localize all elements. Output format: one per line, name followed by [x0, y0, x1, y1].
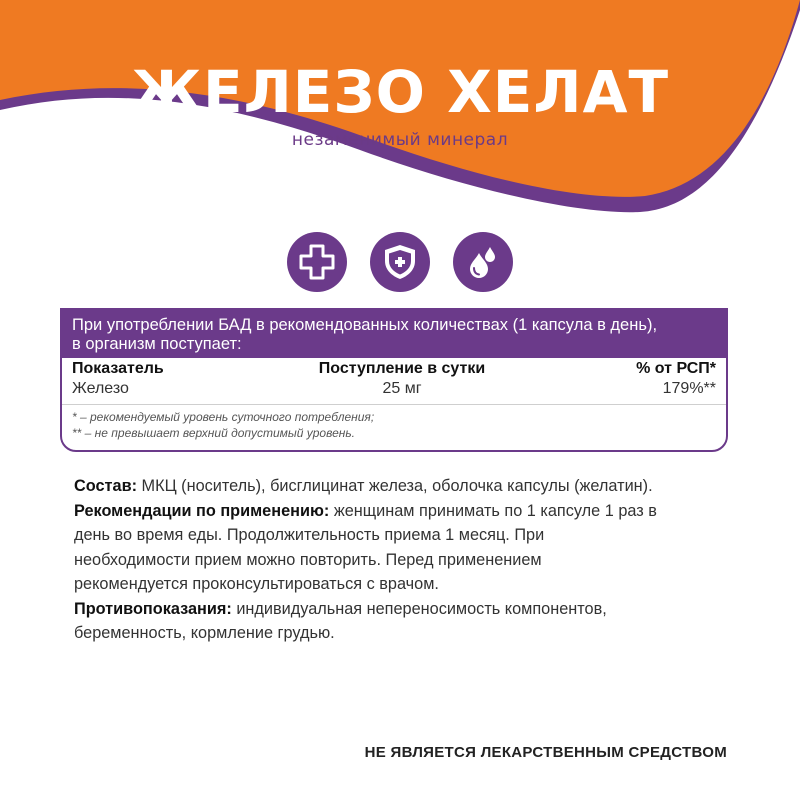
- product-description: [74, 474, 734, 646]
- feature-icons: [0, 232, 800, 292]
- page-title: ЖЕЛЕЗО ХЕЛАТ: [130, 58, 670, 126]
- disclaimer: НЕ ЯВЛЯЕТСЯ ЛЕКАРСТВЕННЫМ СРЕДСТВОМ: [364, 744, 727, 761]
- cell-indicator: Железо: [72, 380, 129, 397]
- contraindications-line-2: беременность, кормление грудью.: [74, 624, 335, 642]
- shield-plus-icon: [370, 232, 430, 292]
- drops-icon: [453, 232, 513, 292]
- column-header-indicator: Показатель: [72, 360, 164, 377]
- table-row: [62, 378, 726, 398]
- table-intro: [62, 310, 726, 358]
- composition-text: МКЦ (носитель), бисглицинат железа, оболочка капсулы (желатин).: [137, 477, 653, 495]
- page-subtitle: незаменимый минерал: [291, 130, 509, 150]
- recommendations-label: Рекомендации по применению:: [74, 501, 330, 520]
- recommendations-line-2: день во время еды. Продолжительность приема 1 месяц. При: [74, 526, 545, 544]
- table-header-row: [62, 358, 726, 378]
- column-header-daily-intake: Поступление в сутки: [318, 360, 486, 377]
- footnote-1: * – рекомендуемый уровень суточного потребления;: [72, 410, 375, 424]
- contraindications-line-1: [74, 597, 734, 622]
- table-footnotes: [62, 405, 726, 441]
- recommendations-line-4: рекомендуется проконсультироваться с врачом.: [74, 575, 439, 593]
- nutrition-table: [60, 308, 728, 452]
- recommendations-line-3: необходимости прием можно повторить. Перед применением: [74, 550, 542, 569]
- table-intro-line2: в организм поступает:: [72, 335, 242, 353]
- contraindications-text-1: индивидуальная непереносимость компонентов,: [231, 599, 607, 618]
- medical-cross-icon: [287, 232, 347, 292]
- cell-daily-intake: 25 мг: [382, 380, 422, 397]
- footnote-2: ** – не превышает верхний допустимый уровень.: [72, 426, 355, 440]
- composition-label: Состав:: [74, 477, 138, 495]
- column-header-rsp-percent: % от РСП*: [636, 360, 716, 377]
- recommendations-text-1: женщинам принимать по 1 капсуле 1 раз в: [329, 501, 657, 520]
- cell-rsp-percent: 179%**: [662, 380, 716, 397]
- table-intro-line1: При употреблении БАД в рекомендованных количествах (1 капсула в день),: [72, 316, 658, 334]
- contraindications-label: Противопоказания:: [74, 599, 232, 618]
- composition-line: [74, 474, 734, 499]
- recommendations-line-1: [74, 499, 734, 524]
